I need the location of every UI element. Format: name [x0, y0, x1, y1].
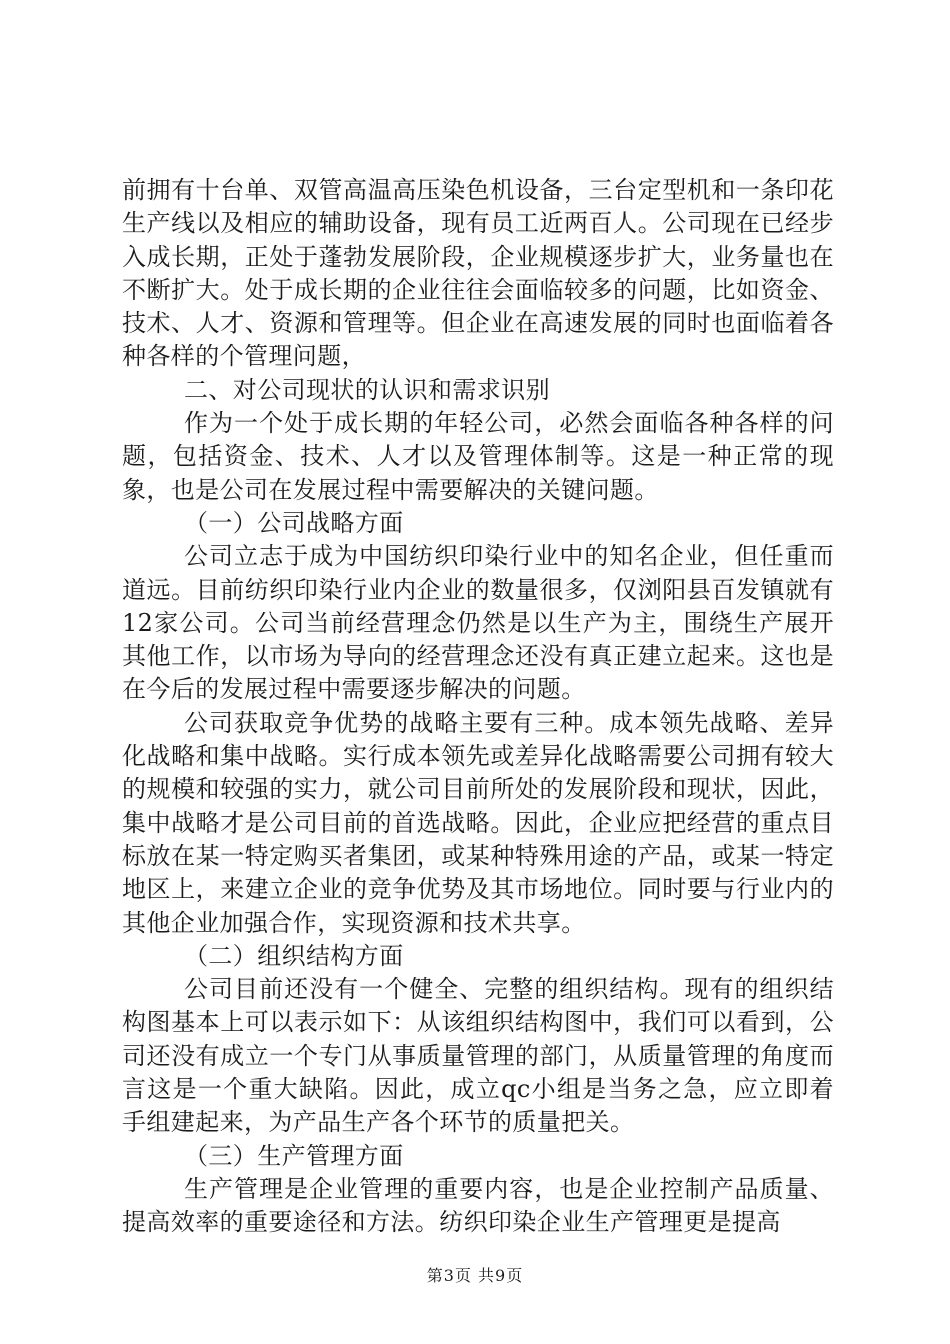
subsection-heading-1: （一）公司战略方面	[184, 508, 404, 537]
page-footer: 第3页 共9页	[426, 1266, 524, 1285]
subsection-heading-2: （二）组织结构方面	[184, 941, 404, 970]
paragraph: 公司目前还没有一个健全、完整的组织结构。现有的组织结构图基本上可以表示如下：从该组织结构图中，我们可以看到，公司还没有成立一个专门从事质量管理的部门，从质量管理的角度而言这是一个重大缺陷。因此，成立qc小组是当务之急，应立即着手组建起来，为产品生产各个环节的质量把关。	[122, 975, 834, 1137]
subsection-heading-3: （三）生产管理方面	[184, 1141, 404, 1170]
paragraph: 公司立志于成为中国纺织印染行业中的知名企业，但任重而道远。目前纺织印染行业内企业的数量很多，仅浏阳县百发镇就有12家公司。公司当前经营理念仍然是以生产为主，围绕生产展开其他工作，以市场为导向的经营理念还没有真正建立起来。这也是在今后的发展过程中需要逐步解决的问题。	[122, 542, 834, 704]
paragraph-continuation: 前拥有十台单、双管高温高压染色机设备，三台定型机和一条印花生产线以及相应的辅助设备，现有员工近两百人。公司现在已经步入成长期，正处于蓬勃发展阶段，企业规模逐步扩大，业务量也在不断扩大。处于成长期的企业往往会面临较多的问题，比如资金、技术、人才、资源和管理等。但企业在高速发展的同时也面临着各种各样的个管理问题，	[122, 176, 834, 371]
paragraph: 公司获取竞争优势的战略主要有三种。成本领先战略、差异化战略和集中战略。实行成本领先或差异化战略需要公司拥有较大的规模和较强的实力，就公司目前所处的发展阶段和现状，因此，集中战略才是公司目前的首选战略。因此，企业应把经营的重点目标放在某一特定购买者集团，或某种特殊用途的产品，或某一特定地区上，来建立企业的竞争优势及其市场地位。同时要与行业内的其他企业加强合作，实现资源和技术共享。	[122, 708, 834, 937]
document-body	[122, 174, 834, 1240]
paragraph: 生产管理是企业管理的重要内容，也是企业控制产品质量、提高效率的重要途径和方法。纺织印染企业生产管理更是提高	[122, 1174, 834, 1237]
paragraph: 作为一个处于成长期的年轻公司，必然会面临各种各样的问题，包括资金、技术、人才以及管理体制等。这是一种正常的现象，也是公司在发展过程中需要解决的关键问题。	[122, 409, 834, 504]
section-heading-2: 二、对公司现状的认识和需求识别	[184, 375, 550, 404]
